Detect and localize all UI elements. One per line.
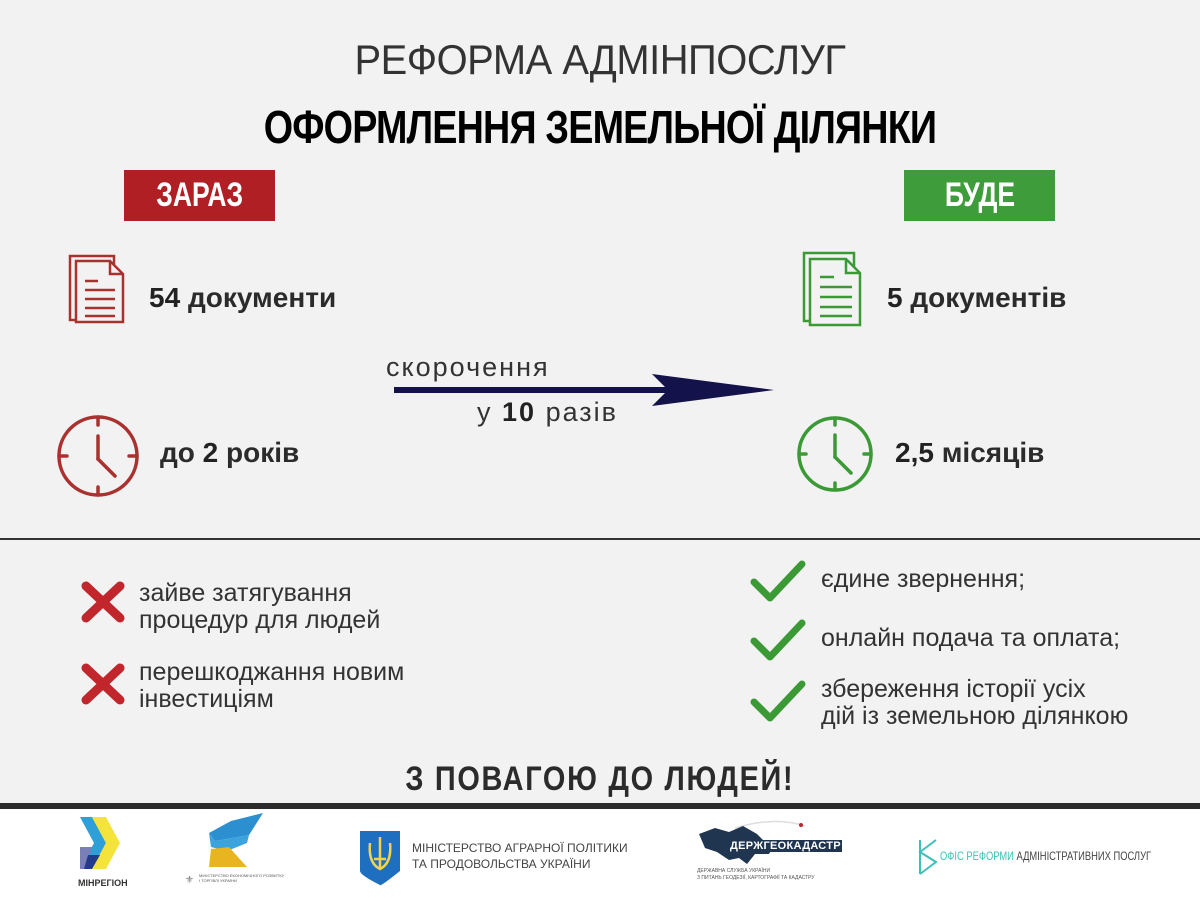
future-documents-unit: документів: [910, 282, 1067, 313]
check-icon: [750, 617, 806, 663]
logo-office-reform: [940, 849, 1151, 863]
page-title: ОФОРМЛЕННЯ ЗЕМЕЛЬНОЇ ДІЛЯНКИ: [263, 101, 937, 153]
section-divider: [0, 538, 1200, 540]
problem-line: перешкоджання новим: [139, 658, 405, 686]
problem-item: [139, 580, 380, 634]
problem-line: зайве затягування: [139, 579, 352, 607]
reduction-prefix: у: [477, 397, 493, 427]
derzhgeokadastr-subtitle: [697, 868, 847, 882]
slogan: [0, 760, 1200, 799]
derzhgeokadastr-line: З ПИТАНЬ ГЕОДЕЗІЇ, КАРТОГРАФІЇ ТА КАДАСТРУ: [697, 875, 815, 881]
minregion-chevron-icon: [78, 815, 130, 873]
now-duration: [160, 437, 299, 469]
office-reform-part2: АДМІНІСТРАТИВНИХ ПОСЛУГ: [1016, 849, 1152, 863]
clock-icon: [55, 413, 141, 499]
now-duration-unit: років: [226, 437, 300, 468]
cross-icon: [80, 662, 126, 706]
future-documents-number: 5: [887, 282, 903, 313]
benefit-item: [821, 566, 1025, 593]
subtitle: РЕФОРМА АДМІНПОСЛУГ: [354, 36, 846, 83]
minagro-line: ТА ПРОДОВОЛЬСТВА УКРАЇНИ: [412, 857, 591, 871]
now-documents: [149, 282, 336, 314]
logo-mineconomy: [185, 813, 285, 893]
derzhgeokadastr-line: ДЕРЖАВНА СЛУЖБА УКРАЇНИ: [697, 868, 771, 874]
check-icon: [750, 558, 806, 604]
future-documents: [887, 282, 1066, 314]
benefit-item: [821, 625, 1120, 652]
now-duration-number: 2: [202, 437, 219, 468]
mineconomy-name: МІНІСТЕРСТВО ЕКОНОМІЧНОГО РОЗВИТКУ І ТОРГІВЛІ УКРАЇНИ: [199, 873, 285, 883]
now-documents-number: 54: [149, 282, 181, 313]
benefit-line: дій із земельною ділянкою: [821, 702, 1129, 730]
now-duration-prefix: до: [160, 437, 195, 468]
trident-icon: ⚜: [185, 875, 194, 886]
benefit-line: онлайн подача та оплата;: [821, 624, 1121, 652]
future-duration-number: 2,5: [895, 437, 934, 468]
minagro-line: МІНІСТЕРСТВО АГРАРНОЇ ПОЛІТИКИ: [412, 841, 628, 855]
coat-of-arms-icon: [358, 829, 402, 886]
benefit-line: єдине звернення;: [821, 565, 1026, 593]
check-icon: [750, 678, 806, 724]
clock-icon: [795, 414, 875, 494]
logo-minregion: [78, 815, 130, 887]
cross-icon: [80, 580, 126, 624]
benefit-item: [821, 676, 1128, 730]
derzhgeokadastr-name-text: ДЕРЖГЕОКАДАСТР: [730, 840, 841, 852]
office-reform-part1: ОФІС РЕФОРМИ: [940, 849, 1014, 863]
problem-line: процедур для людей: [139, 606, 381, 634]
slogan-text: З ПОВАГОЮ ДО ЛЮДЕЙ!: [405, 760, 795, 798]
badge-now-label: ЗАРАЗ: [156, 176, 243, 214]
reduction-label: скорочення: [386, 352, 550, 382]
document-icon: [68, 253, 128, 325]
logo-minagro: [412, 840, 628, 872]
reduction-factor: [477, 397, 618, 428]
future-duration-unit: місяців: [941, 437, 1045, 468]
derzhgeokadastr-name: [729, 840, 842, 852]
badge-now: [124, 170, 275, 221]
benefit-line: збереження історії усіх: [821, 675, 1086, 703]
badge-future: [904, 170, 1055, 221]
logo-derzhgeokadastr: [695, 818, 845, 890]
document-icon: [802, 250, 864, 328]
problem-item: [139, 659, 404, 713]
reduction-suffix: разів: [545, 397, 619, 427]
reduction-number: 10: [502, 397, 537, 427]
future-duration: [895, 437, 1044, 469]
office-reform-mark-icon: [918, 838, 938, 876]
problem-line: інвестиціям: [139, 685, 274, 713]
minregion-name: МІНРЕГІОН: [78, 878, 128, 888]
now-documents-unit: документи: [187, 282, 337, 313]
mineconomy-mark-icon: [207, 813, 265, 867]
badge-future-label: БУДЕ: [944, 176, 1015, 214]
